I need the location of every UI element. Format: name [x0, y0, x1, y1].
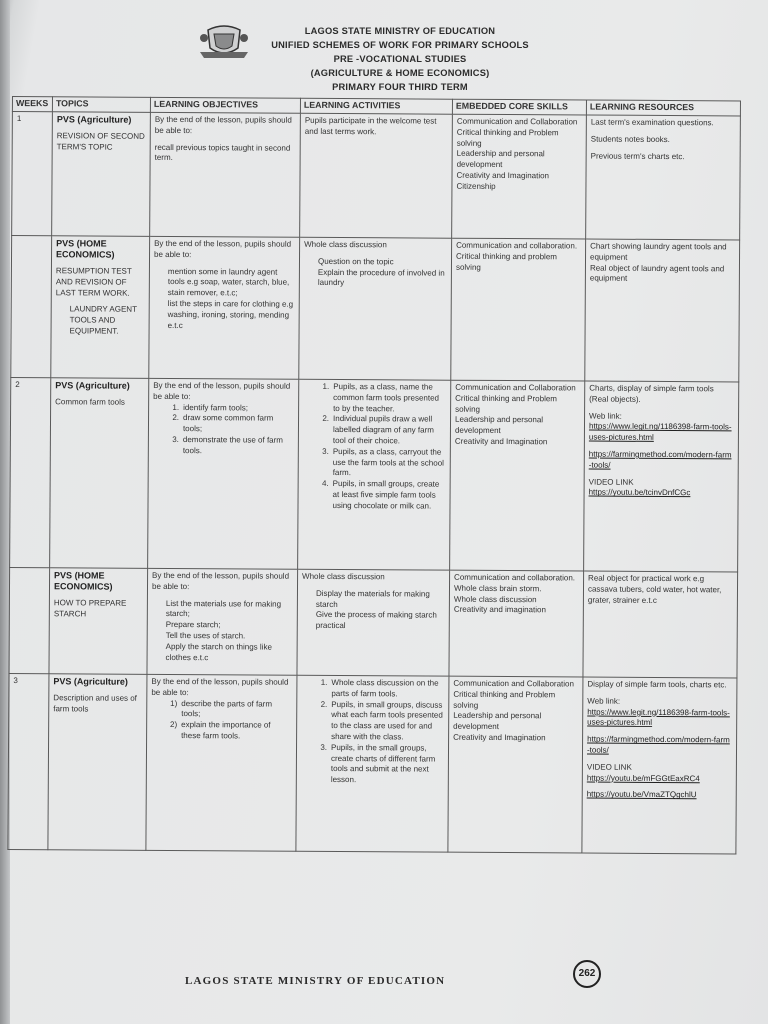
- skill-item: Creativity and Imagination: [454, 436, 548, 447]
- activities-cell: [297, 569, 450, 676]
- activities-cell: [300, 113, 453, 238]
- page-number-badge: 262: [573, 960, 601, 988]
- resources-cell: [585, 239, 740, 382]
- skills-cell: [448, 676, 583, 853]
- video-link-label: VIDEO LINK: [588, 477, 634, 487]
- skill-item: Critical thinking and Problem solving: [455, 393, 558, 414]
- topic-cell: [52, 112, 151, 237]
- objectives-cell: [150, 112, 301, 237]
- objectives-intro: By the end of the lesson, pupils should be able to:: [154, 114, 292, 135]
- table-row: [11, 236, 740, 382]
- skill-item: Whole class brain storm.: [453, 583, 542, 594]
- skills-cell: [452, 114, 587, 239]
- web-link[interactable]: https://farmingmethod.com/modern-farm-tools/: [586, 734, 730, 755]
- resource-item: Real object for practical work e.g cassava tubers, cold water, hot water, grater, strainer e.t.c: [587, 573, 722, 605]
- activity-item: practical: [315, 621, 346, 631]
- activities-cell: [299, 237, 452, 380]
- skill-item: Critical thinking and Problem solving: [453, 689, 556, 710]
- objective-item: 2. draw some common farm tools;: [172, 413, 274, 434]
- activity-item: 3. Pupils, in the small groups, create charts of different farm tools and submit at the next lesson.: [320, 742, 436, 785]
- activities-cell: [298, 379, 451, 570]
- column-header: LEARNING OBJECTIVES: [150, 97, 300, 113]
- skill-item: Communication and collaboration.: [454, 572, 576, 583]
- topic-text: Common farm tools: [55, 397, 125, 407]
- skill-item: Whole class discussion: [453, 594, 537, 604]
- objective-item: Apply the starch on things like clothes e.t.c: [165, 641, 272, 662]
- subject-label: PVS (Agriculture): [55, 380, 130, 391]
- header-line-4: (AGRICULTURE & HOME ECONOMICS): [310, 68, 490, 78]
- document-header: [190, 20, 610, 102]
- skill-item: Creativity and Imagination: [453, 732, 546, 743]
- skill-item: Creativity and imagination: [453, 605, 546, 615]
- objective-item: Tell the uses of starch.: [165, 630, 246, 641]
- objective-item: 2) explain the importance of these farm tools.: [170, 720, 271, 741]
- activities-intro: Whole class discussion: [302, 571, 385, 582]
- column-header: LEARNING ACTIVITIES: [300, 98, 452, 114]
- topic-text: REVISION OF SECOND TERM'S TOPIC: [56, 131, 145, 152]
- skill-item: Communication and Collaboration: [456, 116, 578, 127]
- activities-intro: Whole class discussion: [304, 239, 387, 250]
- topic-text: HOW TO PREPARE STARCH: [53, 598, 127, 619]
- web-link[interactable]: https://www.legit.ng/1186398-farm-tools-uses-pictures.html: [587, 707, 730, 728]
- header-line-3: PRE -VOCATIONAL STUDIES: [333, 54, 467, 64]
- web-link[interactable]: https://farmingmethod.com/modern-farm-tools/: [588, 449, 732, 470]
- video-link[interactable]: https://youtu.be/mFGGtEaxRC4: [586, 773, 700, 783]
- resource-item: Display of simple farm tools, charts etc.: [587, 679, 727, 690]
- header-line-2: UNIFIED SCHEMES OF WORK FOR PRIMARY SCHOOLS: [271, 40, 529, 50]
- skills-cell: [449, 570, 584, 677]
- skill-item: Leadership and personal development: [456, 149, 545, 170]
- resource-item: Chart showing laundry agent tools and equipment: [590, 241, 727, 262]
- subject-label: PVS (Agriculture): [56, 114, 132, 125]
- objectives-intro: By the end of the lesson, pupils should be able to:: [154, 238, 292, 259]
- objective-item: Prepare starch;: [165, 620, 221, 630]
- activity-item: 2. Pupils, in small groups, discuss what each farm tools presented to the class are used for and share with the class.: [320, 699, 443, 742]
- topic-cell: [51, 236, 150, 379]
- objective-item: mention some in laundry agent tools e.g soap, water, starch, blue, stain remover, e.t.c;: [167, 266, 290, 298]
- objectives-cell: [147, 568, 298, 675]
- objectives-intro: By the end of the lesson, pupils should be able to:: [151, 676, 289, 697]
- objectives-cell: [146, 674, 297, 851]
- video-link-label: VIDEO LINK: [586, 762, 632, 772]
- skill-item: Critical thinking and problem solving: [455, 251, 557, 272]
- subject-label: PVS (HOME ECONOMICS): [56, 238, 115, 260]
- resources-cell: [582, 677, 737, 854]
- activities-cell: [296, 675, 449, 852]
- skill-item: Leadership and personal development: [453, 711, 542, 732]
- web-link[interactable]: https://www.legit.ng/1186398-farm-tools-uses-pictures.html: [588, 421, 732, 443]
- objective-item: recall previous topics taught in second term.: [154, 142, 291, 163]
- subject-label: PVS (Agriculture): [53, 676, 128, 687]
- topic-text: Description and uses of farm tools: [53, 693, 137, 714]
- column-header: WEEKS: [12, 97, 52, 112]
- column-header: EMBEDDED CORE SKILLS: [452, 99, 586, 115]
- skill-item: Leadership and personal development: [454, 415, 544, 436]
- activity-item: 2. Individual pupils draw a well labelled diagram of any farm tool of their choice.: [322, 414, 434, 446]
- topic-cell: [49, 568, 148, 675]
- table-row: [8, 673, 737, 853]
- activity-item: Question on the topic: [317, 256, 394, 267]
- skills-cell: [451, 238, 586, 381]
- objective-item: list the steps in care for clothing e.g washing, ironing, storing, mending e.t.c: [167, 298, 294, 330]
- objectives-cell: [148, 378, 299, 569]
- table-row: [9, 567, 738, 677]
- activity-item: 1. Pupils, as a class, name the common farm tools presented to by the teacher.: [322, 381, 440, 413]
- topic-cell: [48, 674, 147, 851]
- resource-item: Students notes books.: [590, 134, 670, 144]
- table-row: [12, 112, 741, 240]
- objectives-intro: By the end of the lesson, pupils should be able to:: [151, 570, 290, 591]
- skill-item: Communication and Collaboration: [453, 678, 574, 689]
- activity-item: Pupils participate in the welcome test and last terms work.: [304, 115, 437, 137]
- objective-item: List the materials use for making starch;: [165, 598, 282, 619]
- web-link-label: Web link:: [587, 696, 621, 706]
- skill-item: Communication and collaboration.: [456, 240, 578, 251]
- header-line-5: PRIMARY FOUR THIRD TERM: [332, 82, 468, 92]
- skills-cell: [450, 380, 585, 571]
- activity-item: 4. Pupils, in small groups, create at least five simple farm tools using chocolate or milk can.: [321, 479, 440, 511]
- subject-label: PVS (HOME ECONOMICS): [53, 570, 113, 592]
- footer-text: LAGOS STATE MINISTRY OF EDUCATION: [185, 975, 446, 987]
- web-link-label: Web link:: [589, 411, 622, 421]
- resources-cell: [584, 381, 739, 572]
- scheme-of-work-table: [7, 96, 741, 854]
- week-cell: [9, 567, 50, 673]
- week-cell: [11, 236, 52, 378]
- skill-item: Citizenship: [456, 181, 496, 191]
- activity-item: Give the process of making starch: [315, 610, 437, 620]
- skill-item: Communication and Collaboration: [455, 382, 576, 393]
- skill-item: Creativity and Imagination: [456, 170, 550, 181]
- resources-cell: [586, 115, 741, 240]
- resource-item: Previous term's charts etc.: [590, 151, 685, 161]
- week-cell: 3: [8, 673, 49, 849]
- resources-cell: [583, 571, 738, 678]
- activity-item: Explain the procedure of involved in laundry: [317, 267, 445, 288]
- topic-text: RESUMPTION TEST AND REVISION OF LAST TERM WORK.: [55, 266, 132, 298]
- activity-item: 1. Whole class discussion on the parts of farm tools.: [320, 677, 439, 699]
- topic-cell: [50, 378, 149, 569]
- week-cell: 2: [10, 377, 51, 567]
- resource-item: Real object of laundry agent tools and equipment: [589, 263, 725, 284]
- resource-item: Last term's examination questions.: [590, 117, 714, 128]
- objectives-intro: By the end of the lesson, pupils should be able to:: [153, 380, 291, 401]
- header-line-1: LAGOS STATE MINISTRY OF EDUCATION: [304, 26, 496, 36]
- topic-text: LAUNDRY AGENT TOOLS AND EQUIPMENT.: [69, 304, 137, 336]
- objective-item: 3. demonstrate the use of farm tools.: [172, 434, 283, 455]
- column-header: LEARNING RESOURCES: [586, 100, 740, 116]
- skill-item: Critical thinking and Problem solving: [456, 127, 559, 148]
- objective-item: 1. identify farm tools;: [172, 402, 249, 413]
- activity-item: Display the materials for making starch: [315, 588, 430, 609]
- video-link[interactable]: https://youtu.be/tcinvDnfCGc: [588, 487, 691, 498]
- objectives-cell: [149, 236, 300, 379]
- activity-item: 3. Pupils, as a class, carryout the use the farm tools at the school farm.: [322, 446, 444, 478]
- video-link[interactable]: https://youtu.be/VmaZTQgchlU: [586, 789, 697, 800]
- column-header: TOPICS: [52, 97, 150, 113]
- table-row: [10, 377, 739, 571]
- week-cell: 1: [12, 112, 53, 236]
- resource-item: Charts, display of simple farm tools (Real objects).: [589, 383, 714, 404]
- objective-item: 1) describe the parts of farm tools;: [170, 698, 273, 719]
